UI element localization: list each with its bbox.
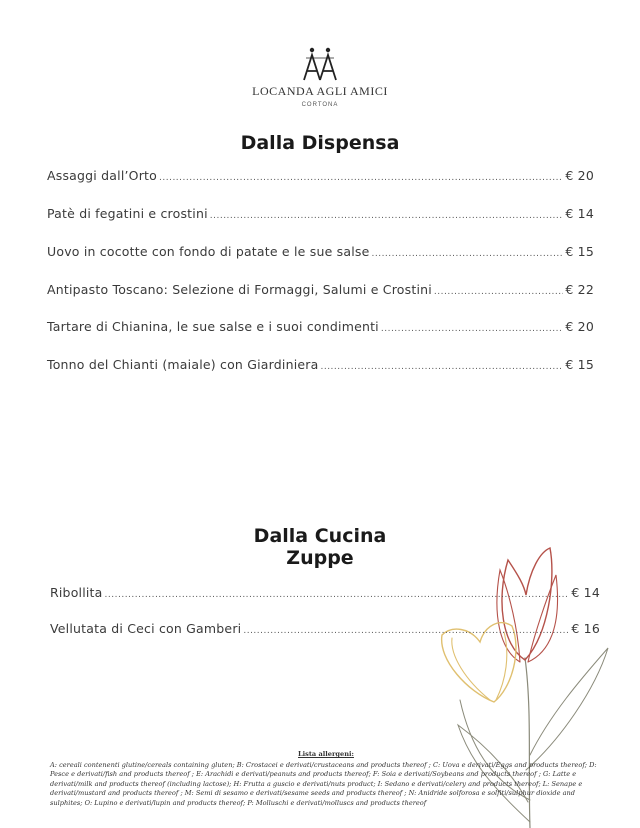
menu-item-name: Vellutata di Ceci con Gamberi (50, 621, 242, 636)
leader-dots (434, 287, 563, 297)
leader-dots (243, 626, 569, 636)
menu-item (47, 357, 594, 372)
menu-item-name: Tonno del Chianti (maiale) con Giardiniera (47, 357, 319, 372)
menu-item-price: € 16 (571, 621, 600, 636)
menu-item (50, 621, 600, 636)
menu-item (47, 206, 594, 221)
allergen-text: A: cereali contenenti glutine/cereals containing gluten; B: Crostacei e derivati/crustaceans and products thereof ; C: Uova e derivati/Eggs and products thereof; D: Pesce e derivati/fish and products thereof ; E: Arachidi e derivati/peanuts and products thereof; F: Soia e derivati/Soybeans and products thereof ; G: Latte e derivati/milk and products thereof (including lactose); H: Frutta a guscio e derivati/nuts product; I: Sedano e derivati/celery and products thereof; L: Senape e derivati/mustard and products thereof ; M: Semi di sesamo e derivati/sesame seeds and products thereof ; N: Anidride solforosa e solfiti/sulphur dioxide and sulphites; O: Lupino e derivati/lupin and products thereof; P: Molluschi e derivati/molluscs and products thereof (50, 760, 597, 807)
leader-dots (371, 249, 563, 259)
logo-mark-icon (300, 46, 340, 82)
restaurant-logo (0, 46, 640, 108)
menu-item-price: € 15 (565, 244, 594, 259)
leader-dots (320, 362, 563, 372)
menu-item (47, 319, 594, 334)
menu-item (47, 244, 594, 259)
menu-item-name: Ribollita (50, 585, 103, 600)
menu-item-name: Antipasto Toscano: Selezione di Formaggi, Salumi e Crostini (47, 282, 432, 297)
logo-name: LOCANDA AGLI AMICI (252, 84, 388, 98)
section-subtitle-zuppe: Zuppe (286, 547, 354, 569)
leader-dots (105, 590, 570, 600)
leader-dots (210, 211, 564, 221)
menu-item-name: Assaggi dall’Orto (47, 168, 157, 183)
menu-item (47, 168, 594, 183)
menu-item-price: € 20 (565, 168, 594, 183)
menu-item-price: € 14 (565, 206, 594, 221)
menu-item-price: € 20 (565, 319, 594, 334)
leader-dots (381, 324, 564, 334)
section-title-dispensa: Dalla Dispensa (240, 132, 400, 154)
menu-item (47, 282, 594, 297)
menu-item-price: € 14 (571, 585, 600, 600)
menu-item-name: Tartare di Chianina, le sue salse e i suoi condimenti (47, 319, 379, 334)
allergen-heading: Lista allergeni: (298, 750, 354, 758)
leader-dots (159, 173, 563, 183)
menu-item-name: Uovo in cocotte con fondo di patate e le sue salse (47, 244, 370, 259)
allergen-list (50, 750, 602, 809)
menu-item (50, 585, 600, 600)
menu-item-name: Patè di fegatini e crostini (47, 206, 208, 221)
logo-city: CORTONA (301, 102, 339, 108)
section-title-cucina: Dalla Cucina (253, 525, 387, 547)
menu-item-price: € 15 (565, 357, 594, 372)
menu-item-price: € 22 (565, 282, 594, 297)
